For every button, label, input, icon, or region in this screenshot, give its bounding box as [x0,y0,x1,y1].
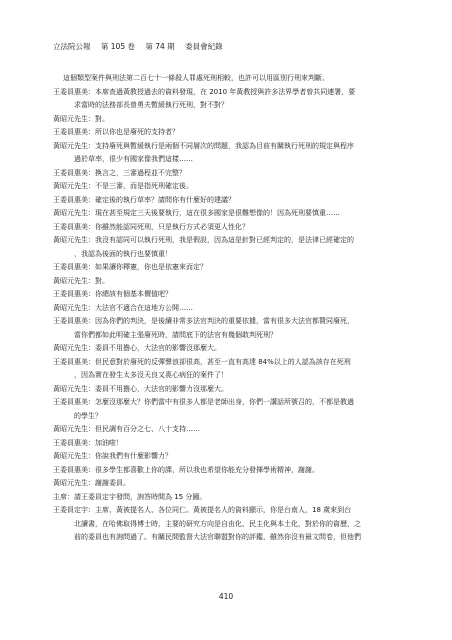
transcript-line: 王委員惠美：如果讓你釋憲，你也是依憲來而定？ [53,263,207,271]
transcript-line: 的學生？ [74,411,102,420]
transcript-line: 王委員惠美：因為你們的判決，是後續非常多法官判決的重要依據，當有很多大法官都贊同廢死， [53,317,354,325]
transcript-line: 王委員惠美：你總該有個基本價值吧？ [53,290,172,298]
transcript-line: 王委員惠美：你雖然能認同死刑，只是執行方式必須更人性化？ [53,222,249,231]
transcript-line: 黃昭元先生：對。 [53,114,109,123]
transcript-line: 黃昭元先生：支持廢死與暫緩執行是兩個不同層次的問題，我認為目前有關執行死刑的規定與程序 [53,141,354,150]
transcript-line: 王委員惠美：很多學生都喜歡上你的課，所以我也希望你能充分發揮學術精神，謝謝。 [53,465,319,474]
transcript-line: 王委員惠美：所以你也是廢死的支持者？ [53,128,179,136]
transcript-line: 王委員惠美：換言之，三審過程並不完整？ [53,168,186,177]
transcript-line: 這個類型案件與刑法第二百七十一條殺人罪處死刑相較，也許可以用區別行刑來判斷。 [63,74,329,82]
transcript-line: 主席：請王委員定宇發問，詢答時間為 15 分鐘。 [53,492,207,501]
publication-name: 立法院公報 [53,42,91,51]
transcript-line: 黃昭元先生：委員不用擔心，大法官的影響力沒那麼大。 [53,384,228,393]
transcript-line: 王委員惠美：但民意對於廢死的反彈聲浪卻很高，甚至一直有高達 84%以上的人認為該存在死刑 [53,357,351,366]
transcript-line: ，我認為後面的執行也要慎重！ [74,249,172,258]
transcript-line: 過於草率，很少有國家像我們這樣…… [74,155,193,163]
transcript-line: 黃昭元先生：對。 [53,276,109,285]
transcript-line: 王委員惠美：加油啦！ [53,438,123,447]
transcript-line: 黃昭元先生：謝謝委員。 [53,479,130,487]
transcript-line: 王委員惠美：本席查過黃教授過去的資料發現，在 2010 年黃教授與許多法界學者曾共同連署，要 [53,87,356,96]
transcript-line: 黃昭元先生：但民調有百分之七、八十支持…… [53,425,200,433]
transcript-line: 王委員惠美：確定後的執行草率？請問你有什麼好的建議？ [53,195,235,204]
page-number: 410 [218,592,234,601]
transcript-line: 當你們都如此明確主張廢死時，請問底下的法官有幾個敢判死刑？ [74,330,277,339]
transcript-line: 黃昭元先生：你說我們有什麼影響力？ [53,452,172,460]
transcript-line: 王委員惠美：怎麼沒那麼大？你們當中有很多人都是老師出身，你們一講話所號召的，不都是教過 [53,398,354,406]
transcript-line: 王委員定宇：主席、黃被提名人、各位同仁。黃被提名人的資料顯示，你是台南人，18 歲來到台 [53,506,352,514]
transcript-line: 前的委員也有詢問過了。有關民間監督大法官聯盟對你的評鑑，雖然你沒有最文問卷，但他們 [74,533,361,541]
transcript-line: 求當時的法務部長曾勇夫暫緩執行死刑，對不對？ [74,101,228,109]
transcript-line: 黃昭元先生：不是三審，而是指死刑確定後。 [53,182,193,190]
volume-number: 第 105 卷 [100,42,135,51]
transcript-line: 黃昭元先生：委員不用擔心，大法官的影響沒那麼大。 [53,344,221,352]
transcript-line: 黃昭元先生：我沒有認同可以執行死刑，我是假設，因為這是針對已經判定的，是法律已經確定的 [53,236,354,244]
page-header [53,42,231,52]
transcript-body [53,72,411,545]
transcript-line: ，因為實在發生太多沒天良又喪心病狂的案件了！ [74,371,228,379]
transcript-line: 北讀書，在哈佛取得博士時，主要的研究方向是自由化、民主化與本土化，對於你的資歷，之 [74,519,361,528]
transcript-line: 黃昭元先生：現在甚至規定三天後要執行，這在很多國家是很難想像的！因為死刑要慎重…… [53,209,340,217]
issue-number: 第 74 期 [145,42,175,51]
transcript-line: 黃昭元先生：大法官不適合在這地方公開…… [53,303,193,312]
section-name: 委員會紀錄 [185,42,223,51]
